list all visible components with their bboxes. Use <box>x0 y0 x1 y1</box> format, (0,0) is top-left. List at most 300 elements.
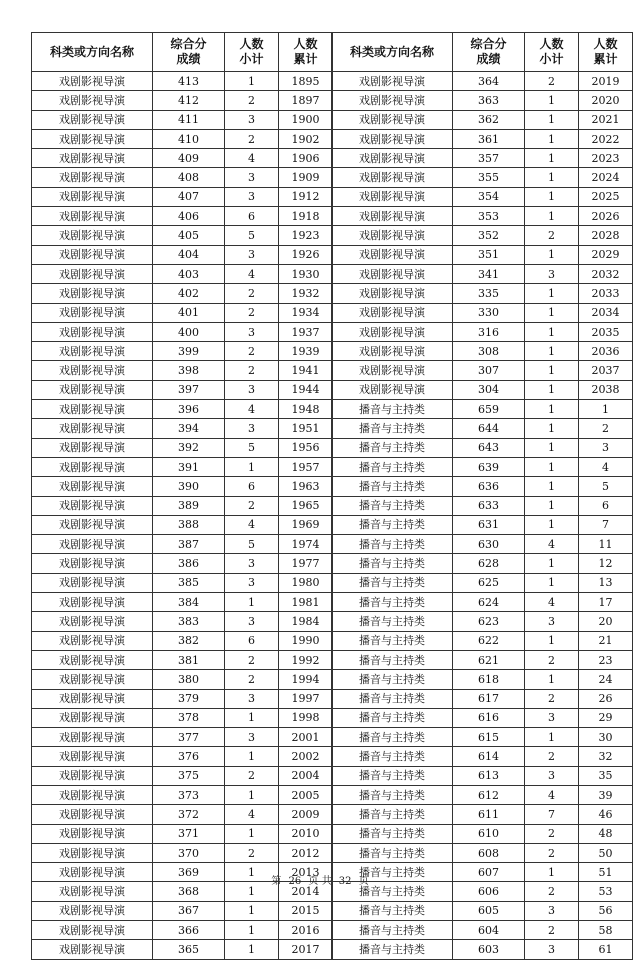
cell-category: 播音与主持类 <box>332 573 453 592</box>
cell-category: 戏剧影视导演 <box>32 284 153 303</box>
table-row <box>32 149 333 168</box>
cell-score: 411 <box>153 110 225 129</box>
cell-cumulative: 2009 <box>279 805 333 824</box>
table-header-row <box>332 33 633 72</box>
cell-cumulative: 2022 <box>579 129 633 148</box>
cell-cumulative: 2023 <box>579 149 633 168</box>
table-row <box>32 496 333 515</box>
cell-category: 戏剧影视导演 <box>32 457 153 476</box>
cell-count: 2 <box>225 342 279 361</box>
cell-count: 2 <box>525 824 579 843</box>
cell-category: 戏剧影视导演 <box>32 129 153 148</box>
cell-cumulative: 2 <box>579 419 633 438</box>
table-row <box>32 940 333 959</box>
cell-cumulative: 3 <box>579 438 633 457</box>
score-table-left <box>31 32 333 960</box>
cell-count: 3 <box>225 612 279 631</box>
cell-score: 621 <box>453 650 525 669</box>
cell-category: 戏剧影视导演 <box>32 245 153 264</box>
cell-category: 播音与主持类 <box>332 496 453 515</box>
cell-count: 4 <box>225 515 279 534</box>
cell-category: 戏剧影视导演 <box>32 573 153 592</box>
cell-score: 351 <box>453 245 525 264</box>
table-row <box>332 438 633 457</box>
cell-count: 3 <box>225 573 279 592</box>
cell-count: 3 <box>225 419 279 438</box>
cell-count: 1 <box>525 303 579 322</box>
cell-cumulative: 1957 <box>279 457 333 476</box>
cell-count: 3 <box>225 380 279 399</box>
table-row <box>32 728 333 747</box>
cell-score: 410 <box>153 129 225 148</box>
table-row <box>332 187 633 206</box>
cell-category: 戏剧影视导演 <box>332 245 453 264</box>
cell-score: 643 <box>453 438 525 457</box>
cell-cumulative: 2025 <box>579 187 633 206</box>
header-count-line2: 小计 <box>539 52 564 66</box>
cell-score: 412 <box>153 91 225 110</box>
cell-score: 622 <box>453 631 525 650</box>
cell-category: 戏剧影视导演 <box>32 400 153 419</box>
cell-category: 播音与主持类 <box>332 670 453 689</box>
cell-cumulative: 1909 <box>279 168 333 187</box>
table-row <box>332 535 633 554</box>
cell-count: 2 <box>525 843 579 862</box>
table-row <box>332 168 633 187</box>
cell-score: 365 <box>153 940 225 959</box>
table-row <box>332 554 633 573</box>
cell-count: 2 <box>525 226 579 245</box>
cell-score: 383 <box>153 612 225 631</box>
cell-category: 播音与主持类 <box>332 554 453 573</box>
cell-cumulative: 2019 <box>579 72 633 91</box>
header-score-line1: 综合分 <box>470 37 507 51</box>
cell-score: 376 <box>153 747 225 766</box>
cell-score: 370 <box>153 843 225 862</box>
table-row <box>32 785 333 804</box>
cell-cumulative: 1948 <box>279 400 333 419</box>
cell-score: 618 <box>453 670 525 689</box>
cell-cumulative: 1918 <box>279 207 333 226</box>
cell-score: 401 <box>153 303 225 322</box>
cell-category: 戏剧影视导演 <box>332 129 453 148</box>
cell-cumulative: 2036 <box>579 342 633 361</box>
cell-category: 戏剧影视导演 <box>32 593 153 612</box>
cell-cumulative: 1923 <box>279 226 333 245</box>
cell-score: 624 <box>453 593 525 612</box>
cell-count: 4 <box>525 593 579 612</box>
table-row <box>332 303 633 322</box>
cell-category: 戏剧影视导演 <box>32 882 153 901</box>
cell-count: 3 <box>525 901 579 920</box>
cell-score: 644 <box>453 419 525 438</box>
cell-count: 1 <box>525 863 579 882</box>
cell-cumulative: 2004 <box>279 766 333 785</box>
cell-cumulative: 2033 <box>579 284 633 303</box>
cell-score: 367 <box>153 901 225 920</box>
header-count-line1: 人数 <box>239 37 264 51</box>
cell-cumulative: 1969 <box>279 515 333 534</box>
table-row <box>332 72 633 91</box>
header-count <box>525 33 579 72</box>
cell-score: 407 <box>153 187 225 206</box>
cell-count: 1 <box>225 785 279 804</box>
cell-category: 播音与主持类 <box>332 824 453 843</box>
cell-cumulative: 2012 <box>279 843 333 862</box>
footer-suffix: 页 <box>358 876 369 887</box>
cell-category: 戏剧影视导演 <box>32 940 153 959</box>
table-row <box>332 670 633 689</box>
cell-count: 3 <box>525 612 579 631</box>
cell-count: 1 <box>525 631 579 650</box>
table-row <box>32 129 333 148</box>
table-row <box>332 940 633 959</box>
cell-category: 播音与主持类 <box>332 400 453 419</box>
cell-cumulative: 1900 <box>279 110 333 129</box>
cell-cumulative: 2032 <box>579 264 633 283</box>
cell-count: 1 <box>525 419 579 438</box>
cell-count: 1 <box>525 322 579 341</box>
page-footer <box>0 872 640 887</box>
cell-cumulative: 1912 <box>279 187 333 206</box>
cell-cumulative: 56 <box>579 901 633 920</box>
table-row <box>32 361 333 380</box>
header-cumulative <box>579 33 633 72</box>
cell-category: 戏剧影视导演 <box>32 110 153 129</box>
cell-score: 373 <box>153 785 225 804</box>
cell-cumulative: 5 <box>579 477 633 496</box>
cell-count: 1 <box>525 554 579 573</box>
cell-cumulative: 35 <box>579 766 633 785</box>
cell-cumulative: 12 <box>579 554 633 573</box>
cell-category: 戏剧影视导演 <box>32 187 153 206</box>
cell-count: 3 <box>525 264 579 283</box>
cell-count: 1 <box>525 361 579 380</box>
cell-count: 2 <box>525 72 579 91</box>
cell-count: 1 <box>525 245 579 264</box>
cell-score: 409 <box>153 149 225 168</box>
cell-category: 戏剧影视导演 <box>332 226 453 245</box>
cell-cumulative: 1994 <box>279 670 333 689</box>
table-row <box>32 901 333 920</box>
cell-category: 戏剧影视导演 <box>32 901 153 920</box>
table-row <box>32 708 333 727</box>
cell-cumulative: 1963 <box>279 477 333 496</box>
table-row <box>332 515 633 534</box>
cell-category: 戏剧影视导演 <box>332 168 453 187</box>
cell-count: 1 <box>225 824 279 843</box>
cell-score: 413 <box>153 72 225 91</box>
table-row <box>32 515 333 534</box>
cell-count: 4 <box>225 264 279 283</box>
header-score-line1: 综合分 <box>170 37 207 51</box>
table-row <box>32 342 333 361</box>
cell-score: 628 <box>453 554 525 573</box>
cell-score: 386 <box>153 554 225 573</box>
cell-count: 2 <box>525 689 579 708</box>
table-body-right <box>332 72 633 960</box>
cell-cumulative: 1984 <box>279 612 333 631</box>
cell-category: 戏剧影视导演 <box>332 91 453 110</box>
cell-score: 361 <box>453 129 525 148</box>
cell-category: 戏剧影视导演 <box>332 322 453 341</box>
cell-category: 播音与主持类 <box>332 901 453 920</box>
cell-count: 2 <box>225 843 279 862</box>
cell-score: 330 <box>453 303 525 322</box>
cell-score: 355 <box>453 168 525 187</box>
cell-category: 播音与主持类 <box>332 457 453 476</box>
cell-count: 1 <box>525 342 579 361</box>
cell-score: 377 <box>153 728 225 747</box>
cell-count: 2 <box>225 670 279 689</box>
cell-count: 1 <box>525 168 579 187</box>
cell-category: 戏剧影视导演 <box>32 91 153 110</box>
cell-count: 7 <box>525 805 579 824</box>
header-score <box>453 33 525 72</box>
cell-cumulative: 1897 <box>279 91 333 110</box>
cell-count: 1 <box>525 207 579 226</box>
cell-category: 戏剧影视导演 <box>332 380 453 399</box>
cell-count: 1 <box>525 496 579 515</box>
cell-score: 375 <box>153 766 225 785</box>
table-row <box>332 921 633 940</box>
cell-cumulative: 4 <box>579 457 633 476</box>
cell-cumulative: 1977 <box>279 554 333 573</box>
cell-category: 戏剧影视导演 <box>32 728 153 747</box>
cell-cumulative: 1990 <box>279 631 333 650</box>
cell-score: 362 <box>453 110 525 129</box>
table-row <box>32 110 333 129</box>
cell-count: 4 <box>225 400 279 419</box>
cell-score: 368 <box>153 882 225 901</box>
table-row <box>32 593 333 612</box>
table-row <box>32 187 333 206</box>
table-row <box>332 400 633 419</box>
table-row <box>32 921 333 940</box>
cell-category: 戏剧影视导演 <box>32 342 153 361</box>
cell-category: 戏剧影视导演 <box>332 342 453 361</box>
cell-cumulative: 1944 <box>279 380 333 399</box>
cell-cumulative: 1902 <box>279 129 333 148</box>
cell-score: 400 <box>153 322 225 341</box>
cell-cumulative: 17 <box>579 593 633 612</box>
cell-category: 播音与主持类 <box>332 843 453 862</box>
cell-category: 戏剧影视导演 <box>32 689 153 708</box>
cell-cumulative: 7 <box>579 515 633 534</box>
table-row <box>332 207 633 226</box>
header-cumulative-line1: 人数 <box>593 37 618 51</box>
cell-count: 1 <box>225 940 279 959</box>
cell-cumulative: 2005 <box>279 785 333 804</box>
cell-count: 1 <box>225 863 279 882</box>
table-row <box>332 477 633 496</box>
cell-category: 戏剧影视导演 <box>32 207 153 226</box>
cell-count: 1 <box>225 72 279 91</box>
cell-count: 4 <box>225 805 279 824</box>
cell-count: 2 <box>225 496 279 515</box>
cell-count: 6 <box>225 631 279 650</box>
cell-cumulative: 1906 <box>279 149 333 168</box>
cell-count: 2 <box>225 361 279 380</box>
cell-category: 戏剧影视导演 <box>32 670 153 689</box>
cell-cumulative: 39 <box>579 785 633 804</box>
cell-cumulative: 1992 <box>279 650 333 669</box>
cell-score: 371 <box>153 824 225 843</box>
cell-score: 639 <box>453 457 525 476</box>
cell-count: 1 <box>525 670 579 689</box>
cell-score: 610 <box>453 824 525 843</box>
table-row <box>32 689 333 708</box>
table-row <box>32 264 333 283</box>
table-row <box>332 284 633 303</box>
cell-category: 戏剧影视导演 <box>32 612 153 631</box>
table-row <box>32 573 333 592</box>
cell-score: 396 <box>153 400 225 419</box>
cell-count: 5 <box>225 438 279 457</box>
cell-category: 戏剧影视导演 <box>32 361 153 380</box>
header-score-line2: 成绩 <box>476 52 501 66</box>
cell-count: 1 <box>525 515 579 534</box>
cell-score: 614 <box>453 747 525 766</box>
header-cumulative <box>279 33 333 72</box>
cell-category: 播音与主持类 <box>332 728 453 747</box>
cell-score: 352 <box>453 226 525 245</box>
cell-cumulative: 24 <box>579 670 633 689</box>
table-row <box>332 226 633 245</box>
cell-score: 341 <box>453 264 525 283</box>
cell-cumulative: 23 <box>579 650 633 669</box>
cell-category: 播音与主持类 <box>332 747 453 766</box>
cell-cumulative: 30 <box>579 728 633 747</box>
table-row <box>332 824 633 843</box>
cell-score: 316 <box>453 322 525 341</box>
cell-score: 391 <box>153 457 225 476</box>
cell-score: 364 <box>453 72 525 91</box>
cell-score: 613 <box>453 766 525 785</box>
cell-cumulative: 2026 <box>579 207 633 226</box>
cell-count: 1 <box>525 110 579 129</box>
cell-count: 1 <box>525 457 579 476</box>
cell-category: 戏剧影视导演 <box>332 207 453 226</box>
cell-cumulative: 6 <box>579 496 633 515</box>
cell-cumulative: 1895 <box>279 72 333 91</box>
header-count <box>225 33 279 72</box>
table-row <box>332 245 633 264</box>
table-row <box>32 322 333 341</box>
table-row <box>332 901 633 920</box>
cell-count: 1 <box>525 284 579 303</box>
table-row <box>332 457 633 476</box>
table-row <box>32 805 333 824</box>
cell-category: 戏剧影视导演 <box>32 149 153 168</box>
cell-count: 1 <box>225 457 279 476</box>
cell-category: 戏剧影视导演 <box>332 361 453 380</box>
cell-score: 304 <box>453 380 525 399</box>
cell-cumulative: 1980 <box>279 573 333 592</box>
table-row <box>32 650 333 669</box>
cell-count: 4 <box>525 535 579 554</box>
cell-category: 戏剧影视导演 <box>32 380 153 399</box>
cell-category: 戏剧影视导演 <box>332 110 453 129</box>
cell-cumulative: 51 <box>579 863 633 882</box>
cell-score: 615 <box>453 728 525 747</box>
cell-category: 戏剧影视导演 <box>32 554 153 573</box>
table-row <box>332 785 633 804</box>
footer-page-number: 26 <box>288 876 302 887</box>
cell-score: 604 <box>453 921 525 940</box>
cell-cumulative: 2010 <box>279 824 333 843</box>
cell-count: 1 <box>225 901 279 920</box>
table-row <box>332 728 633 747</box>
cell-cumulative: 2014 <box>279 882 333 901</box>
cell-count: 4 <box>525 785 579 804</box>
cell-count: 1 <box>525 91 579 110</box>
cell-count: 1 <box>225 747 279 766</box>
cell-count: 1 <box>525 438 579 457</box>
cell-cumulative: 1951 <box>279 419 333 438</box>
cell-category: 戏剧影视导演 <box>32 805 153 824</box>
table-row <box>332 747 633 766</box>
cell-cumulative: 50 <box>579 843 633 862</box>
table-row <box>332 496 633 515</box>
cell-cumulative: 1937 <box>279 322 333 341</box>
table-row <box>32 766 333 785</box>
cell-score: 390 <box>153 477 225 496</box>
header-score-line2: 成绩 <box>176 52 201 66</box>
cell-cumulative: 13 <box>579 573 633 592</box>
cell-count: 2 <box>525 882 579 901</box>
cell-count: 5 <box>225 226 279 245</box>
table-row <box>32 824 333 843</box>
table-row <box>32 477 333 496</box>
cell-category: 戏剧影视导演 <box>32 650 153 669</box>
cell-cumulative: 2028 <box>579 226 633 245</box>
cell-cumulative: 2017 <box>279 940 333 959</box>
cell-category: 戏剧影视导演 <box>32 72 153 91</box>
cell-count: 3 <box>225 728 279 747</box>
cell-score: 608 <box>453 843 525 862</box>
cell-score: 388 <box>153 515 225 534</box>
cell-cumulative: 2024 <box>579 168 633 187</box>
cell-score: 607 <box>453 863 525 882</box>
cell-count: 1 <box>225 593 279 612</box>
cell-score: 399 <box>153 342 225 361</box>
cell-score: 406 <box>153 207 225 226</box>
cell-count: 5 <box>225 535 279 554</box>
cell-score: 404 <box>153 245 225 264</box>
cell-category: 播音与主持类 <box>332 438 453 457</box>
cell-score: 307 <box>453 361 525 380</box>
table-row <box>332 805 633 824</box>
cell-category: 播音与主持类 <box>332 805 453 824</box>
table-row <box>32 843 333 862</box>
cell-category: 戏剧影视导演 <box>32 747 153 766</box>
cell-count: 4 <box>225 149 279 168</box>
cell-score: 659 <box>453 400 525 419</box>
cell-score: 402 <box>153 284 225 303</box>
header-score <box>153 33 225 72</box>
cell-category: 播音与主持类 <box>332 650 453 669</box>
table-row <box>32 535 333 554</box>
cell-cumulative: 2029 <box>579 245 633 264</box>
cell-score: 631 <box>453 515 525 534</box>
cell-cumulative: 1941 <box>279 361 333 380</box>
cell-cumulative: 2038 <box>579 380 633 399</box>
cell-cumulative: 2021 <box>579 110 633 129</box>
table-row <box>332 573 633 592</box>
header-category: 科类或方向名称 <box>332 33 453 72</box>
cell-cumulative: 11 <box>579 535 633 554</box>
